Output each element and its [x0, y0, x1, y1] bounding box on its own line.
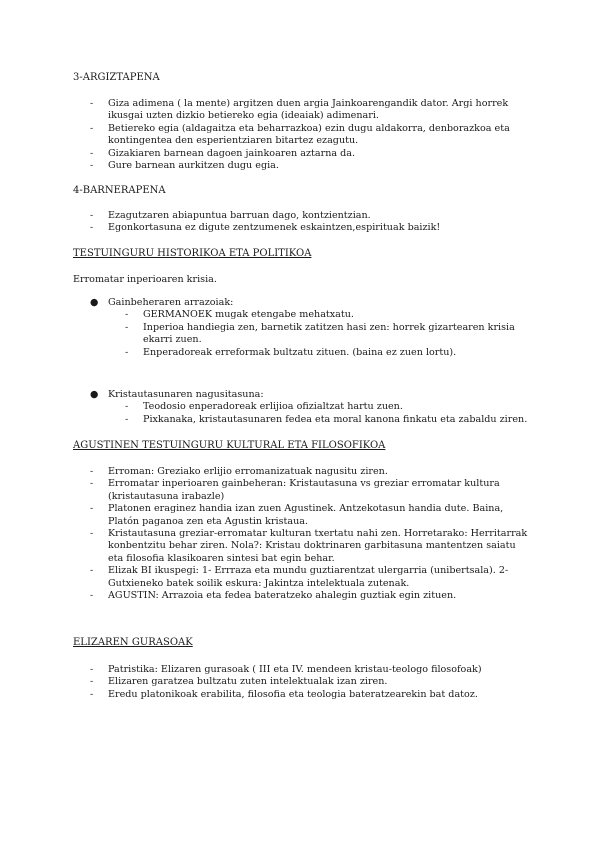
list-item: - Egonkortasuna ez digute zentzumenek eskaintzen,espirituak baizik!	[90, 222, 530, 234]
heading-argiztapena: 3-ARGIZTAPENA	[73, 72, 160, 83]
bullet-label: Kristautasunaren nagusitasuna:	[108, 389, 264, 400]
bullet-label: Gainbeheraren arrazoiak:	[108, 297, 234, 308]
list-item: - Erromatar inperioaren gainbeheran: Kristautasuna vs greziar erromatar kultura (kristautasuna irabazle)	[90, 478, 530, 503]
list-item: - Pixkanaka, kristautasunaren fedea eta moral kanona finkatu eta zabaldu ziren.	[125, 414, 530, 426]
list-item: - Elizak BI ikuspegi: 1- Errraza eta mundu guztiarentzat ulergarria (unibertsala). 2-Gutxieneko batek soilik eskura: Jakintza intelektuala zutenak.	[90, 565, 530, 590]
list-item: - Ezagutzaren abiapuntua barruan dago, kontzientzian.	[90, 210, 530, 222]
list-item: - Teodosio enperadoreak erlijioa ofizialtzat hartu zuen.	[125, 401, 530, 413]
list-item: - Enperadoreak erreformak bultzatu zituen. (baina ez zuen lortu).	[125, 347, 530, 359]
list-item: - Kristautasuna greziar-erromatar kulturan txertatu nahi zen. Horretarako: Herritarrak konbentzitu behar ziren. Nola?: Kristau doktrinaren garbitasuna mantentzen saiatu eta filosofia klasikoaren sintesi bat egin behar.	[90, 528, 530, 565]
list-gainbehera	[90, 297, 530, 359]
sub-list	[125, 309, 530, 359]
list-item: - Inperioa handiegia zen, barnetik zatitzen hasi zen: horrek gizartearen krisia ekarri zuen.	[125, 322, 530, 347]
heading-testuinguru: TESTUINGURU HISTORIKOA ETA POLITIKOA	[73, 248, 312, 259]
list-item: - Elizaren garatzea bultzatu zuten intelektualak izan ziren.	[90, 676, 530, 688]
list-item: - Giza adimena ( la mente) argitzen duen argia Jainkoarengandik dator. Argi horrek ikusgai uzten dizkio betiereko egia (ideaiak) adimenari.	[90, 98, 530, 123]
intro-text: Erromatar inperioaren krisia.	[73, 274, 217, 285]
list-argiztapena	[90, 98, 530, 172]
list-barnerapena	[90, 210, 530, 235]
list-item: - Erroman: Greziako erlijio erromanizatuak nagusitu ziren.	[90, 466, 530, 478]
sub-list	[125, 401, 530, 426]
list-item: - Eredu platonikoak erabilita, filosofia eta teologia bateratzearekin bat datoz.	[90, 689, 530, 701]
list-item: - GERMANOEK mugak etengabe mehatxatu.	[125, 309, 530, 321]
bullet-item	[90, 389, 530, 426]
bullet-icon: ●	[90, 389, 99, 400]
list-elizaren	[90, 664, 530, 701]
list-item: - Platonen eraginez handia izan zuen Agustinek. Antzekotasun handia dute. Baina, Platón paganoa zen eta Agustin kristaua.	[90, 503, 530, 528]
list-item: - AGUSTIN: Arrazoia eta fedea bateratzeko ahalegin guztiak egin zituen.	[90, 590, 530, 602]
list-item: - Gizakiaren barnean dagoen jainkoaren aztarna da.	[90, 148, 530, 160]
heading-agustinen: AGUSTINEN TESTUINGURU KULTURAL ETA FILOSOFIKOA	[73, 440, 386, 451]
list-item: - Gure barnean aurkitzen dugu egia.	[90, 160, 530, 172]
list-item: - Betiereko egia (aldagaitza eta beharrazkoa) ezin dugu aldakorra, denborazkoa eta kontingentea den esperientziaren bitartez ezagutu.	[90, 123, 530, 148]
list-item: - Patristika: Elizaren gurasoak ( III eta IV. mendeen kristau-teologo filosofoak)	[90, 664, 530, 676]
bullet-icon: ●	[90, 297, 99, 308]
heading-barnerapena: 4-BARNERAPENA	[73, 185, 166, 196]
heading-elizaren: ELIZAREN GURASOAK	[73, 637, 193, 648]
list-kristautasuna	[90, 389, 530, 426]
list-agustinen	[90, 466, 530, 602]
bullet-item	[90, 297, 530, 359]
